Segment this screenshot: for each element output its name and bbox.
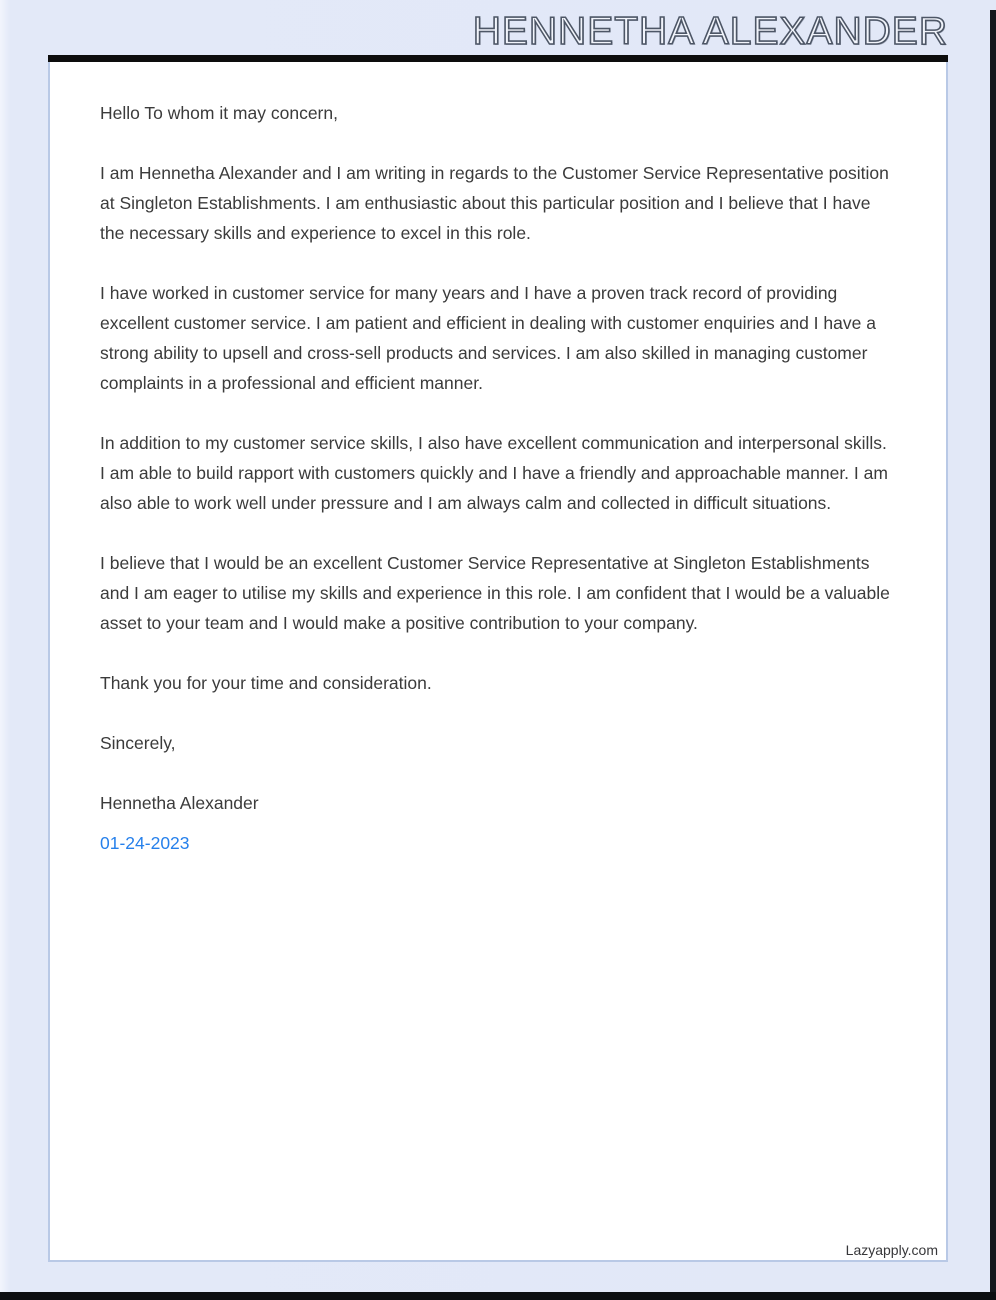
letter-paragraph: I am Hennetha Alexander and I am writing in regards to the Customer Service Representative position at Singleton Establishments. I am enthusiastic about this particular position and I believe that I have the necessary skills and experience to excel in this role. <box>100 163 889 243</box>
letter-paragraph: In addition to my customer service skills, I also have excellent communication and interpersonal skills. I am able to build rapport with customers quickly and I have a friendly and approachable manner. I am also able to work well under pressure and I am always calm and collected in difficult situations. <box>100 433 888 513</box>
signature-name: Hennetha Alexander <box>100 793 259 813</box>
letter-body <box>50 62 946 858</box>
letter-date: 01-24-2023 <box>100 833 190 853</box>
lazyapply-watermark: Lazyapply.com <box>845 1242 938 1258</box>
letterhead-name: HENNETHA ALEXANDER <box>472 10 948 53</box>
screenshot-edge-right <box>990 10 996 1300</box>
letter-page <box>48 62 948 1262</box>
letter-paragraph: I have worked in customer service for many years and I have a proven track record of providing excellent customer service. I am patient and efficient in dealing with customer enquiries and I have a strong ability to upsell and cross-sell products and services. I am also skilled in managing customer complaints in a professional and efficient manner. <box>100 283 876 393</box>
letter-salutation: Sincerely, <box>100 733 176 753</box>
header-divider-bar <box>48 55 948 62</box>
letter-greeting: Hello To whom it may concern, <box>100 103 338 123</box>
letter-thanks: Thank you for your time and consideration. <box>100 673 432 693</box>
screenshot-edge-bottom <box>0 1292 996 1300</box>
letter-paragraph: I believe that I would be an excellent Customer Service Representative at Singleton Establishments and I am eager to utilise my skills and experience in this role. I am confident that I would be a valuable asset to your team and I would make a positive contribution to your company. <box>100 553 890 633</box>
